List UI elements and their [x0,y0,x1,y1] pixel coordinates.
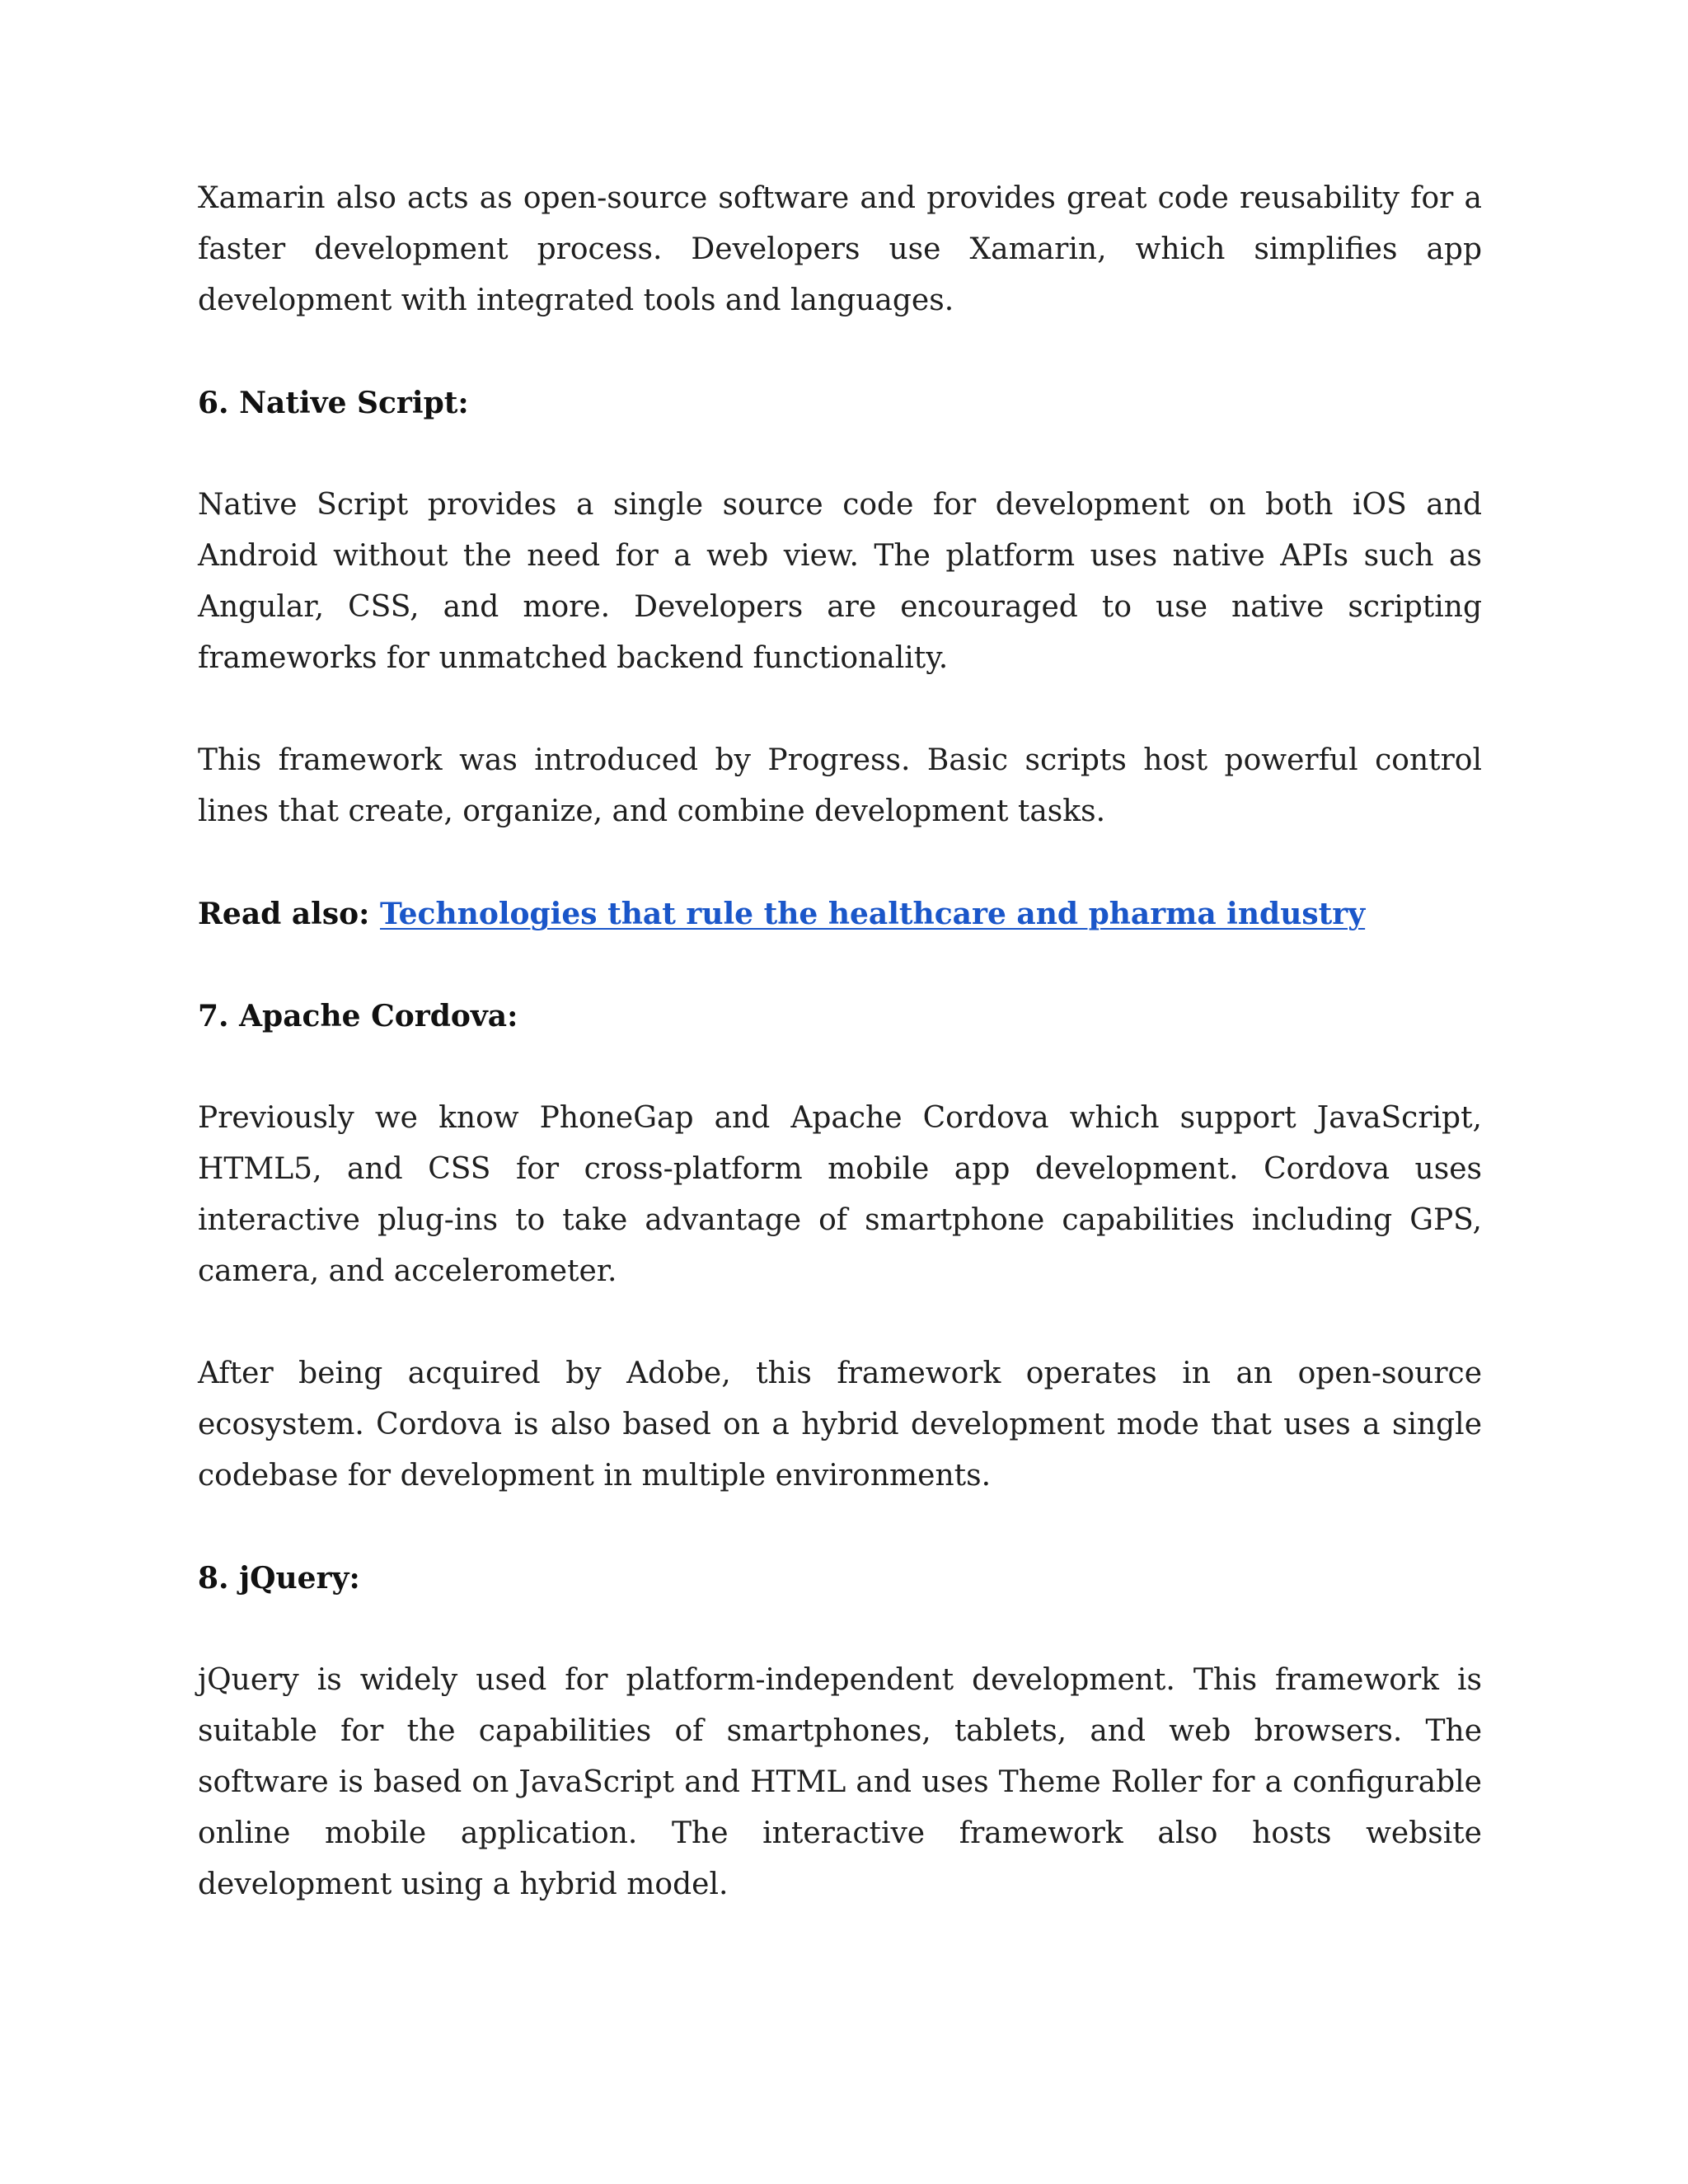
apache-cordova-paragraph-2: After being acquired by Adobe, this framework operates in an open-source ecosystem. Cordova is also based on a hybrid development mode that uses a single codebase for development in multiple environments. [198,1357,1482,1493]
jquery-paragraph: jQuery is widely used for platform-independent development. This framework is suitable for the capabilities of smartphones, tablets, and web browsers. The software is based on JavaScript and HTML and uses Theme Roller for a configurable online mobile application. The interactive framework also hosts website development using a hybrid model. [198,1663,1482,1901]
native-script-paragraph-1: Native Script provides a single source code for development on both iOS and Android without the need for a web view. The platform uses native APIs such as Angular, CSS, and more. Developers are encouraged to use native scripting frameworks for unmatched backend functionality. [198,488,1482,675]
read-also-line [198,888,1482,940]
apache-cordova-paragraph-1: Previously we know PhoneGap and Apache Cordova which support JavaScript, HTML5, and CSS for cross-platform mobile app development. Cordova uses interactive plug-ins to take advantage of smartphone capabilities including GPS, camera, and accelerometer. [198,1101,1482,1288]
apache-cordova-heading: 7. Apache Cordova: [198,999,518,1033]
xamarin-paragraph: Xamarin also acts as open-source software and provides great code reusability for a faster development process. Developers use Xamarin, which simplifies app development with integrated tools and languages. [198,181,1482,317]
document-page [198,173,1482,1961]
read-also-label: Read also: [198,897,370,931]
native-script-paragraph-2: This framework was introduced by Progress. Basic scripts host powerful control lines that create, organize, and combine development tasks. [198,743,1482,828]
native-script-heading: 6. Native Script: [198,386,469,420]
jquery-heading: 8. jQuery: [198,1561,360,1596]
healthcare-pharma-link[interactable]: Technologies that rule the healthcare and pharma industry [379,897,1366,931]
